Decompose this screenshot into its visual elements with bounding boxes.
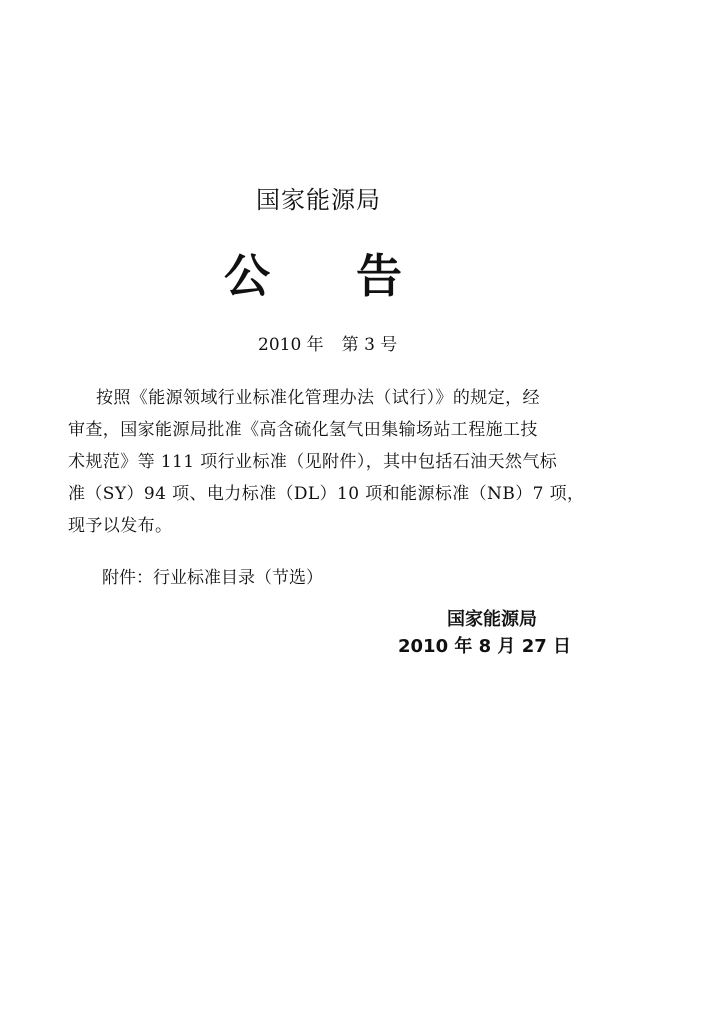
body-line-2: 审查，国家能源局批准《高含硫化氢气田集输场站工程施工技 (68, 420, 538, 440)
announcement-title (224, 240, 402, 306)
signature-issuer: 国家能源局 (447, 609, 537, 630)
document-number (258, 330, 397, 355)
body-line-5: 现予以发布。 (68, 516, 173, 536)
document-year: 2010 年 (258, 335, 324, 355)
body-line-1: 按照《能源领域行业标准化管理办法（试行）》的规定，经 (96, 388, 540, 408)
body-line-4: 准（SY）94 项、电力标准（DL）10 项和能源标准（NB）7 项， (68, 484, 585, 504)
title-char-left: 公 (224, 249, 270, 303)
title-char-right: 告 (356, 249, 402, 303)
document-issue-number: 第 3 号 (341, 335, 398, 355)
signature-date: 2010 年 8 月 27 日 (398, 636, 572, 657)
attachment-note: 附件：行业标准目录（节选） (102, 568, 323, 588)
issuer-heading: 国家能源局 (256, 186, 381, 214)
body-line-3: 术规范》等 111 项行业标准（见附件），其中包括石油天然气标 (68, 452, 558, 472)
